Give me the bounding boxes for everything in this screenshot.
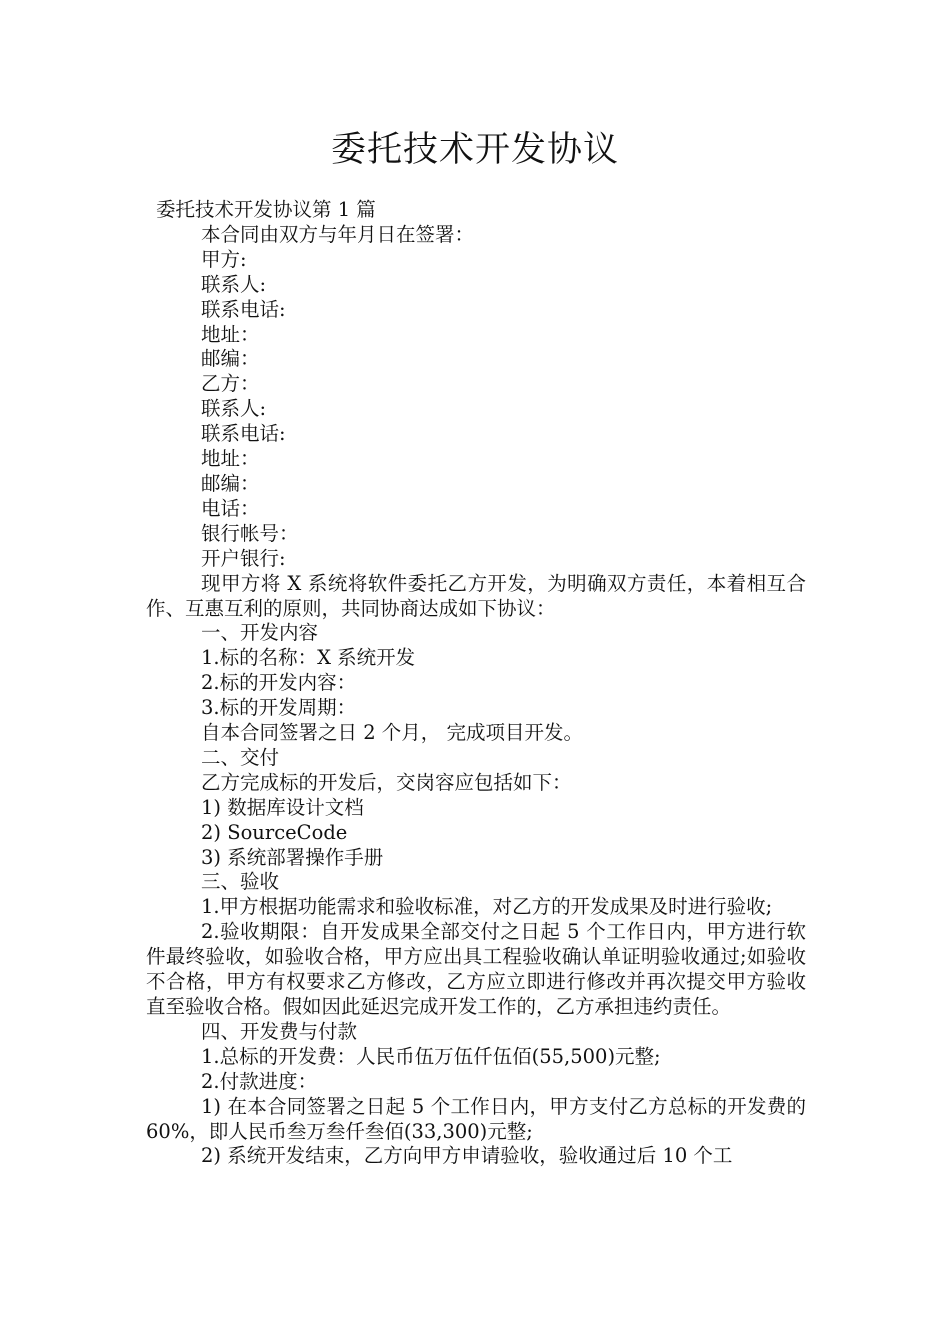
content-item: 2.标的开发内容： xyxy=(201,671,357,695)
acceptance-paragraph: 2.验收期限：自开发成果全部交付之日起 5 个工作日内，甲方进行软件最终验收，如验收合格，甲方应出具工程验收确认单证明验收通过;如验收不合格，甲方有权要求乙方修改，乙方应立即进行修改并再次提交甲方验收直至验收合格。假如因此延迟完成开发工作的，乙方承担违约责任。 xyxy=(146,920,806,1018)
section-heading-content: 一、开发内容 xyxy=(201,621,319,645)
bank-name-label: 开户银行: xyxy=(201,546,286,570)
party-b-address-label: 地址： xyxy=(201,447,260,471)
section-heading-delivery: 二、交付 xyxy=(201,745,280,769)
delivery-item: 2) SourceCode xyxy=(201,820,348,844)
intro-paragraph: 现甲方将 X 系统将软件委托乙方开发，为明确双方责任，本着相互合作、互惠互利的原则，共同协商达成如下协议： xyxy=(146,571,806,620)
delivery-item: 乙方完成标的开发后，交岗容应包括如下： xyxy=(201,770,572,794)
section-heading-payment: 四、开发费与付款 xyxy=(201,1019,358,1043)
party-a-address-label: 地址： xyxy=(201,322,260,346)
content-item: 1.标的名称：X 系统开发 xyxy=(201,646,416,670)
payment-paragraph: 1) 在本合同签署之日起 5 个工作日内，甲方支付乙方总标的开发费的 60%，即人民币叁万叁仟叁佰(33,300)元整; xyxy=(146,1094,806,1143)
delivery-item: 1) 数据库设计文档 xyxy=(201,795,364,819)
contract-intro-line: 本合同由双方与年月日在签署： xyxy=(201,222,475,246)
payment-paragraph: 2) 系统开发结束，乙方向甲方申请验收，验收通过后 10 个工 xyxy=(201,1144,733,1168)
acceptance-paragraph: 1.甲方根据功能需求和验收标准，对乙方的开发成果及时进行验收; xyxy=(201,895,773,919)
bank-account-label: 银行帐号： xyxy=(201,521,299,545)
party-b-phone-label: 联系电话: xyxy=(201,422,286,446)
party-b-telephone-label: 电话： xyxy=(201,496,260,520)
content-item: 自本合同签署之日 2 个月， 完成项目开发。 xyxy=(201,721,584,745)
party-a-contact-label: 联系人: xyxy=(201,272,267,296)
party-b-contact-label: 联系人: xyxy=(201,397,267,421)
payment-item: 1.总标的开发费：人民币伍万伍仟伍佰(55,500)元整; xyxy=(201,1044,661,1068)
document-title: 委托技术开发协议 xyxy=(330,130,619,170)
content-item: 3.标的开发周期： xyxy=(201,696,357,720)
party-a-postcode-label: 邮编： xyxy=(201,347,260,371)
section-heading-acceptance: 三、验收 xyxy=(201,870,280,894)
payment-item: 2.付款进度： xyxy=(201,1069,318,1093)
party-b-label: 乙方： xyxy=(201,372,260,396)
party-a-phone-label: 联系电话: xyxy=(201,297,286,321)
section-subtitle: 委托技术开发协议第 1 篇 xyxy=(156,198,376,221)
party-a-label: 甲方: xyxy=(201,247,247,271)
party-b-postcode-label: 邮编： xyxy=(201,471,260,495)
delivery-item: 3) 系统部署操作手册 xyxy=(201,845,384,869)
document-body xyxy=(146,198,806,1169)
